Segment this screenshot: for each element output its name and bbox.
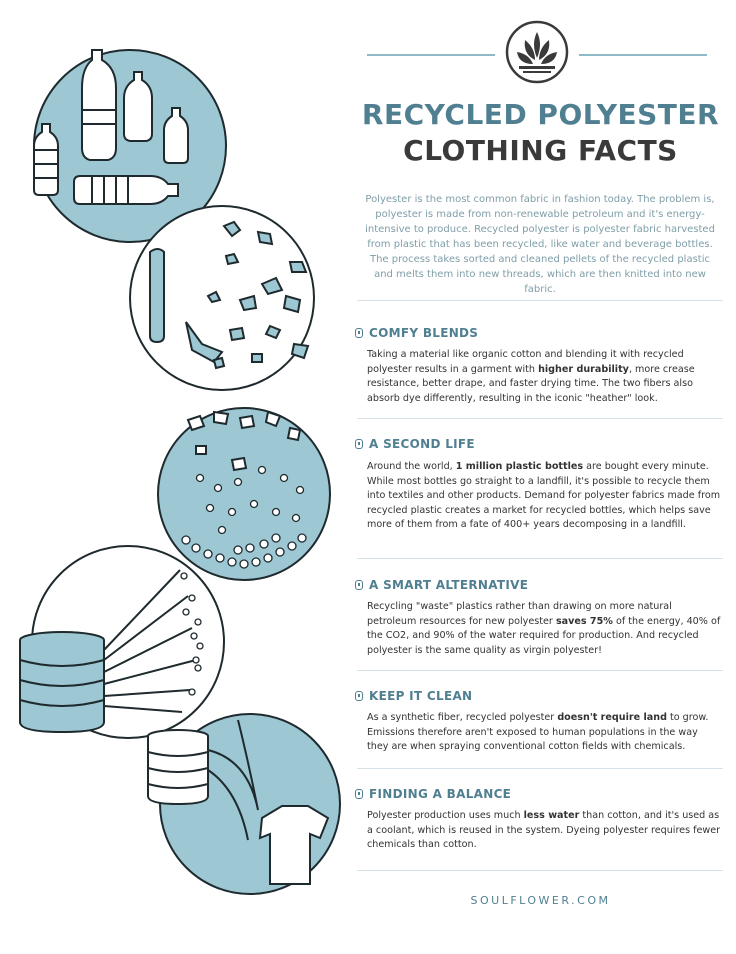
divider — [357, 418, 723, 419]
divider — [357, 768, 723, 769]
bullet-icon — [355, 328, 363, 338]
bullet-icon — [355, 691, 363, 701]
section-title-comfy-blends: COMFY BLENDS — [355, 326, 478, 340]
footer-site-link[interactable]: SOULFLOWER.COM — [470, 894, 611, 907]
lotus-logo-icon — [505, 20, 569, 84]
page-title-line1: RECYCLED POLYESTER — [361, 98, 720, 131]
recycling-process-illustration — [0, 0, 345, 954]
bullet-icon — [355, 580, 363, 590]
divider — [357, 670, 723, 671]
divider — [357, 870, 723, 871]
divider — [357, 558, 723, 559]
section-title-keep-it-clean: KEEP IT CLEAN — [355, 689, 472, 703]
section-body-keep-it-clean: As a synthetic fiber, recycled polyester doesn't require land to grow. Emissions therefore aren't exposed to human populations in the way they are when spraying conventional cotton fields with chemicals. — [367, 712, 709, 752]
thread-spool-illustration — [20, 546, 224, 738]
section-title-smart-alternative: A SMART ALTERNATIVE — [355, 578, 528, 592]
section-body-second-life: Around the world, 1 million plastic bottles are bought every minute. While most bottles go straight to a landfill, it's possible to recycle them into textiles and other products. Demand for polyester fabrics made from recycled plastic creates a market for recycled bottles, which helps save more of them from a fate of 400+ years decomposing in a landfill. — [367, 461, 721, 530]
plastic-flakes-illustration — [130, 206, 314, 390]
section-title-finding-balance: FINDING A BALANCE — [355, 787, 511, 801]
intro-paragraph: Polyester is the most common fabric in fashion today. The problem is, polyester is made from non-renewable petroleum and it's energy-intensive to produce. Recycled polyester is polyester fabric harvested from plastic that has been recycled, like water and beverage bottles. The process takes sorted and cleaned pellets of the recycled plastic and melts them into new threads, which are then knitted into new fabric. — [365, 194, 715, 295]
bullet-icon — [355, 439, 363, 449]
header-divider-right — [579, 54, 707, 56]
section-title-second-life: A SECOND LIFE — [355, 437, 475, 451]
bullet-icon — [355, 789, 363, 799]
tshirt-illustration — [148, 714, 340, 894]
section-body-smart-alternative: Recycling "waste" plastics rather than drawing on more natural petroleum resources for new polyester saves 75% of the energy, 40% of the CO2, and 90% of the water required for production. And recycled polyester is the same quality as virgin polyester! — [367, 601, 721, 656]
section-body-finding-balance: Polyester production uses much less water than cotton, and it's used as a coolant, which is reused in the system. Dyeing polyester requires fewer chemicals than cotton. — [367, 810, 721, 850]
header-divider-left — [367, 54, 495, 56]
facts-column — [345, 0, 736, 954]
divider — [357, 300, 723, 301]
section-body-comfy-blends: Taking a material like organic cotton and blending it with recycled polyester results in a garment with higher durability, more crease resistance, better drape, and faster drying time. The two fibers also absorb dye differently, resulting in the iconic "heather" look. — [367, 349, 695, 404]
page-title-line2: CLOTHING FACTS — [403, 134, 678, 167]
pellets-illustration — [158, 408, 330, 580]
